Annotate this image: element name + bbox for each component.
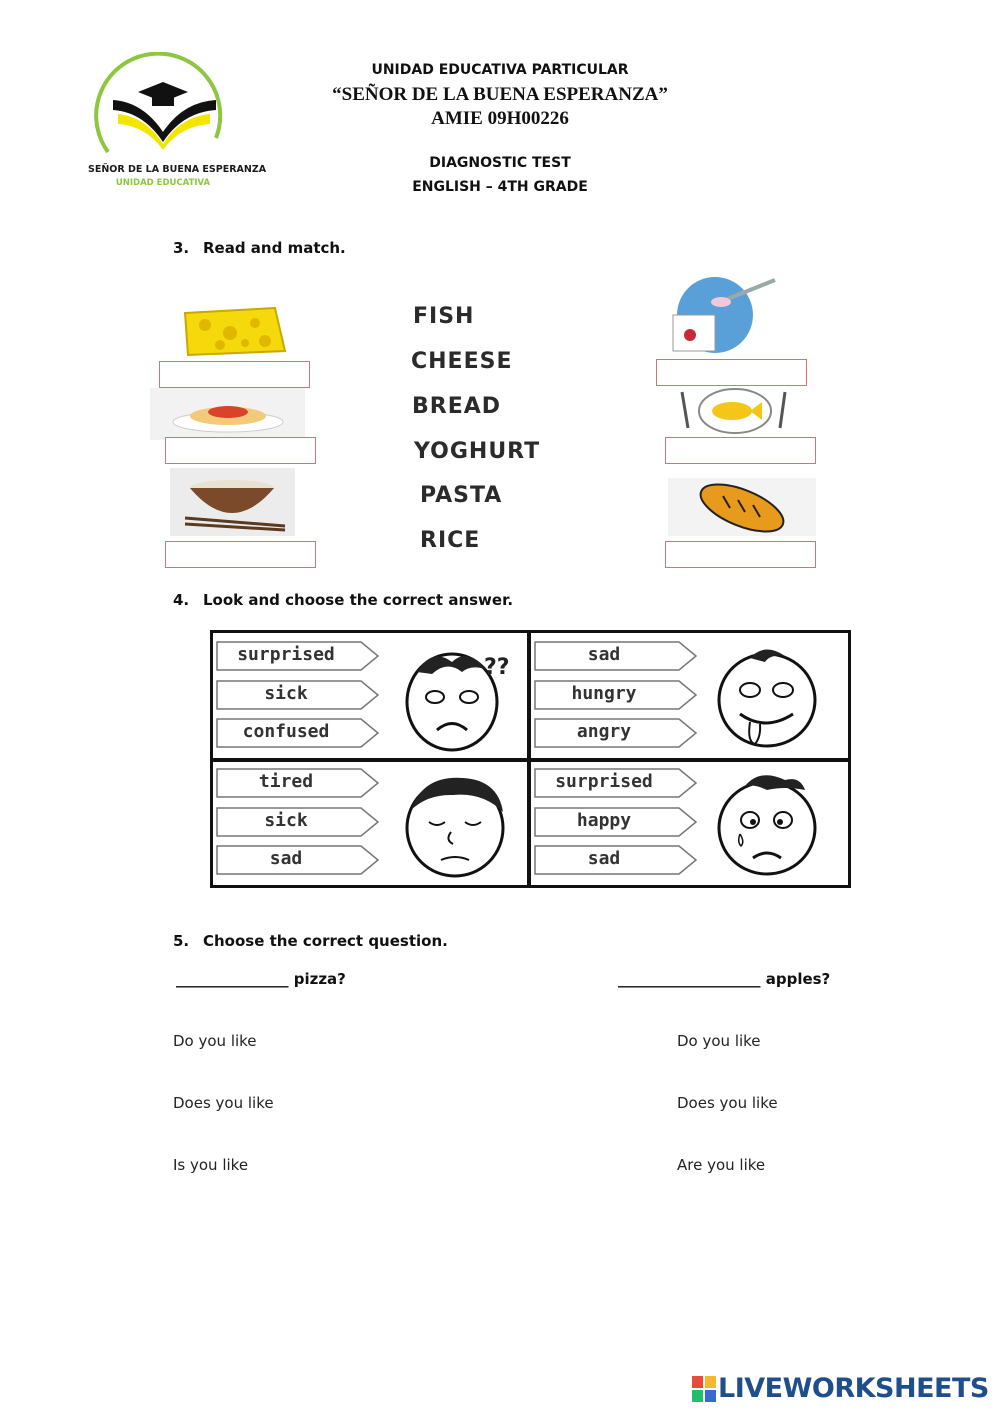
question-title: Read and match. <box>203 239 346 257</box>
question-number: 3. <box>173 239 190 257</box>
answer-box-yoghurt[interactable] <box>656 359 807 386</box>
option-label: surprised <box>555 771 653 792</box>
question-number: 5. <box>173 932 190 950</box>
left-option-3[interactable]: Is you like <box>173 1156 249 1174</box>
left-option-1[interactable]: Do you like <box>173 1032 257 1050</box>
option-label: sick <box>264 683 308 704</box>
face-sad-icon <box>705 768 840 880</box>
question-title: Choose the correct question. <box>203 932 448 950</box>
option-tag[interactable] <box>216 680 382 708</box>
option-tag[interactable] <box>534 718 700 746</box>
question-title: Look and choose the correct answer. <box>203 591 514 609</box>
grade-title: ENGLISH – 4TH GRADE <box>412 179 588 195</box>
answer-box-pasta[interactable] <box>165 437 316 464</box>
answer-box-rice[interactable] <box>165 541 316 568</box>
face-hungry-icon <box>705 642 840 754</box>
school-line-2: “SEÑOR DE LA BUENA ESPERANZA” <box>332 84 668 105</box>
bread-image <box>668 478 816 536</box>
option-tag[interactable] <box>216 641 382 669</box>
school-line-3: AMIE 09H00226 <box>431 108 569 129</box>
option-tag[interactable] <box>534 680 700 708</box>
logo-text-main: SEÑOR DE LA BUENA ESPERANZA <box>88 164 267 175</box>
word-rice: RICE <box>420 528 481 553</box>
answer-box-bread[interactable] <box>665 541 816 568</box>
word-yoghurt: YOGHURT <box>414 439 541 464</box>
cheese-image <box>180 303 290 358</box>
word-cheese: CHEESE <box>411 349 513 374</box>
option-tag[interactable] <box>534 845 700 873</box>
answer-box-cheese[interactable] <box>159 361 310 388</box>
school-logo <box>88 52 267 197</box>
option-tag[interactable] <box>216 768 382 796</box>
option-label: sad <box>587 644 621 665</box>
option-label: angry <box>576 721 632 742</box>
right-option-3[interactable]: Are you like <box>677 1156 766 1174</box>
pasta-image <box>150 388 305 440</box>
option-label: surprised <box>237 644 335 665</box>
school-line-1: UNIDAD EDUCATIVA PARTICULAR <box>371 62 629 78</box>
right-option-1[interactable]: Do you like <box>677 1032 761 1050</box>
test-title: DIAGNOSTIC TEST <box>429 155 571 171</box>
question-number: 4. <box>173 591 190 609</box>
yoghurt-image <box>665 275 780 355</box>
grid-divider-horizontal <box>213 758 848 762</box>
option-tag[interactable] <box>216 807 382 835</box>
face-confused-icon <box>392 642 522 754</box>
option-tag[interactable] <box>216 845 382 873</box>
rice-image <box>170 468 295 536</box>
answer-box-fish[interactable] <box>665 437 816 464</box>
question-3-heading <box>173 239 346 257</box>
left-option-2[interactable]: Does you like <box>173 1094 274 1112</box>
option-label: confused <box>242 721 330 742</box>
word-bread: BREAD <box>412 394 502 419</box>
question-4-heading <box>173 591 513 609</box>
logo-emblem <box>88 52 267 197</box>
option-label: sad <box>269 848 303 869</box>
logo-text-sub: UNIDAD EDUCATIVA <box>115 178 211 188</box>
right-option-2[interactable]: Does you like <box>677 1094 778 1112</box>
option-label: sick <box>264 810 308 831</box>
option-label: hungry <box>571 683 637 704</box>
right-question-prompt[interactable]: ___________________ apples? <box>618 970 831 988</box>
option-tag[interactable] <box>534 641 700 669</box>
svg-text:??: ?? <box>484 655 510 680</box>
option-label: tired <box>258 771 314 792</box>
left-question-prompt[interactable]: _______________ pizza? <box>176 970 346 988</box>
option-tag[interactable] <box>216 718 382 746</box>
option-label: sad <box>587 848 621 869</box>
face-tired-icon <box>393 770 523 882</box>
word-pasta: PASTA <box>420 483 503 508</box>
liveworksheets-logo <box>692 1373 992 1407</box>
brand-text: LIVEWORKSHEETS <box>718 1373 989 1404</box>
question-5-heading <box>173 932 448 950</box>
option-tag[interactable] <box>534 807 700 835</box>
liveworksheets-icon <box>692 1376 716 1402</box>
word-fish: FISH <box>413 304 475 329</box>
option-label: happy <box>576 810 632 831</box>
fish-image <box>670 384 800 436</box>
option-tag[interactable] <box>534 768 700 796</box>
